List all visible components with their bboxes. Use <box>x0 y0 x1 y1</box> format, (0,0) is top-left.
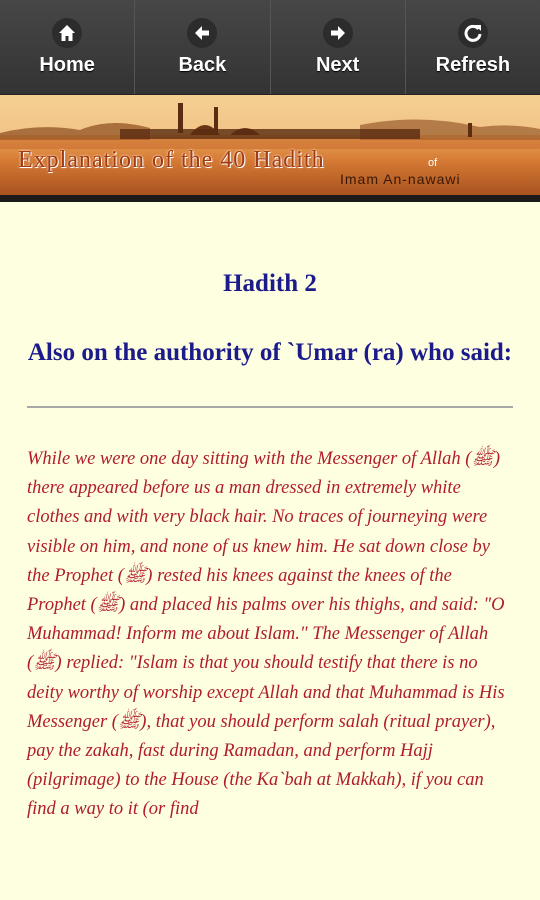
refresh-button[interactable] <box>406 0 540 94</box>
divider <box>27 406 513 408</box>
next-button[interactable] <box>271 0 406 94</box>
page-title: Hadith 2 <box>223 270 317 297</box>
arrow-right-icon <box>323 18 353 48</box>
banner-of: of <box>428 157 438 169</box>
back-button[interactable] <box>135 0 270 94</box>
hadith-content <box>0 270 540 825</box>
arrow-left-icon <box>187 18 217 48</box>
home-icon <box>52 18 82 48</box>
app-banner <box>0 95 540 202</box>
next-label: Next <box>315 53 360 76</box>
back-label: Back <box>178 53 227 76</box>
banner-author: Imam An-nawawi <box>340 171 461 187</box>
top-navbar <box>0 0 540 95</box>
narrator-heading: Also on the authority of `Umar (ra) who said: <box>27 339 513 366</box>
refresh-icon <box>458 18 488 48</box>
home-button[interactable] <box>0 0 135 94</box>
refresh-label: Refresh <box>435 53 511 76</box>
banner-title: Explanation of the 40 Hadith <box>18 147 325 173</box>
home-label: Home <box>39 53 95 76</box>
hadith-text: While we were one day sitting with the Messenger of Allah (ﷺ) there appeared before us a man dressed in extremely white clothes and with very black hair. No traces of journeying were visible on him, and none of us knew him. He sat down close by the Prophet (ﷺ) rested his knees against the knees of the Prophet (ﷺ) and placed his palms over his thighs, and said: "O Muhammad! Inform me about Islam." The Messenger of Allah (ﷺ) replied: "Islam is that you should testify that there is no deity worthy of worship except Allah and that Muhammad is His Messenger (ﷺ), that you should perform salah (ritual prayer), pay the zakah, fast during Ramadan, and perform Hajj (pilgrimage) to the House (the Ka`bah at Makkah), if you can find a way to it (or find <box>27 449 505 820</box>
